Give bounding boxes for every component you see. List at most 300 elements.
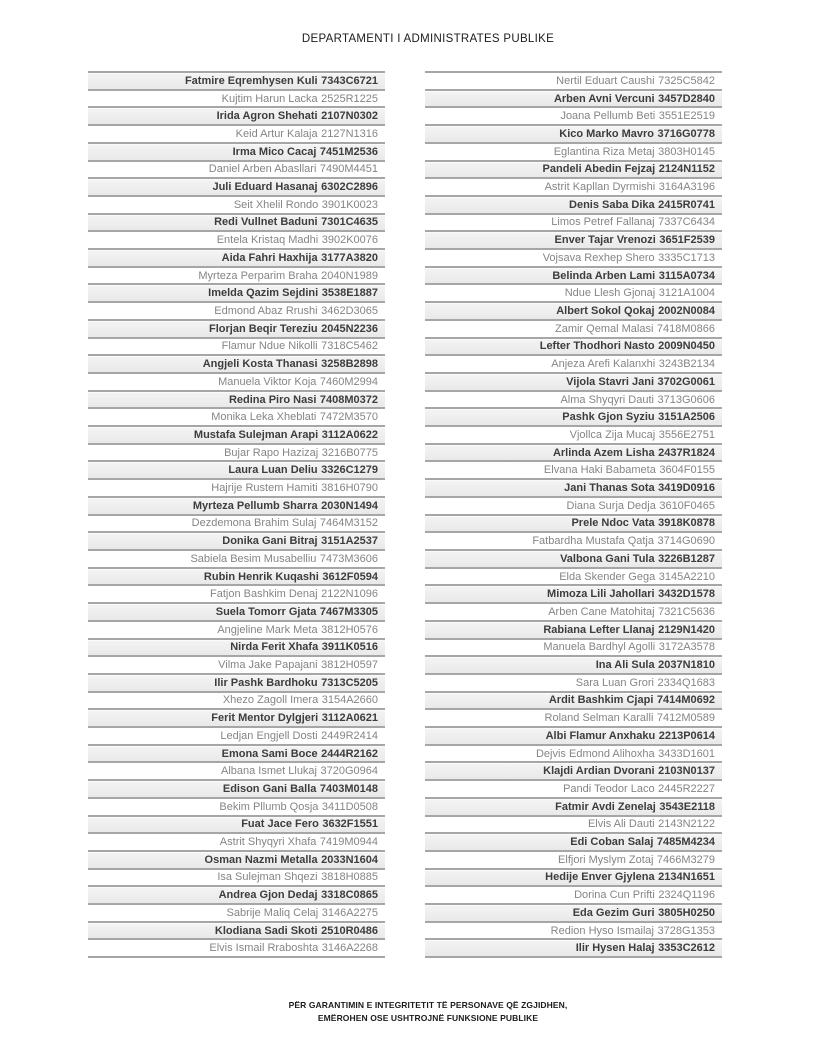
table-row <box>425 177 722 195</box>
person-code: 7466M3279 <box>656 853 715 866</box>
person-code: 3551E2519 <box>658 110 715 123</box>
table-row <box>425 815 722 833</box>
name-list-column-right <box>425 71 722 958</box>
person-code: 3805H0250 <box>658 906 715 919</box>
table-row <box>88 921 385 939</box>
table-row <box>88 655 385 673</box>
table-row <box>88 620 385 638</box>
person-code: 3604F0155 <box>659 464 715 477</box>
person-code: 2122N1096 <box>321 588 378 601</box>
person-code: 3538E1887 <box>321 287 378 300</box>
table-row <box>425 160 722 178</box>
person-name: Irida Agron Shehati <box>216 110 318 123</box>
person-code: 3112A0622 <box>321 428 378 441</box>
person-name: Alma Shyqyri Dauti <box>560 393 654 406</box>
table-row <box>88 337 385 355</box>
person-name: Roland Selman Karalli <box>544 712 654 725</box>
person-code: 2045N2236 <box>321 322 378 335</box>
person-name: Albi Flamur Anxhaku <box>545 729 656 742</box>
table-row <box>88 372 385 390</box>
person-code: 3243B2134 <box>658 358 715 371</box>
table-row <box>88 230 385 248</box>
person-code: 7318C5462 <box>321 340 378 353</box>
table-row <box>425 850 722 868</box>
name-list-column-left <box>88 71 385 958</box>
person-name: Redina Piro Nasi <box>228 393 317 406</box>
person-code: 7418M0866 <box>656 322 715 335</box>
table-row <box>425 390 722 408</box>
person-name: Klajdi Ardian Dvorani <box>543 765 655 778</box>
person-name: Irma Mico Cacaj <box>232 145 317 158</box>
person-name: Fatbardha Mustafa Qatja <box>532 535 654 548</box>
person-name: Angjeline Mark Meta <box>217 623 318 636</box>
person-name: Sabrije Maliq Celaj <box>226 906 319 919</box>
person-name: Edison Gani Balla <box>222 782 317 795</box>
person-name: Fatmir Avdi Zenelaj <box>555 800 656 813</box>
person-code: 7464M3152 <box>319 517 378 530</box>
table-row <box>425 779 722 797</box>
table-row <box>425 443 722 461</box>
person-code: 7490M4451 <box>319 163 378 176</box>
table-row <box>88 514 385 532</box>
table-row <box>88 177 385 195</box>
person-code: 2127N1316 <box>321 127 378 140</box>
person-code: 2143N2122 <box>658 818 715 831</box>
person-code: 7408M0372 <box>319 393 378 406</box>
table-row <box>88 779 385 797</box>
person-code: 3803H0145 <box>658 145 715 158</box>
table-row <box>88 584 385 602</box>
table-row <box>88 673 385 691</box>
person-code: 3610F0465 <box>659 499 715 512</box>
person-code: 3720G0964 <box>320 765 378 778</box>
table-row <box>425 230 722 248</box>
person-code: 3651F2539 <box>659 234 715 247</box>
person-name: Astrit Kapllan Dyrmishi <box>544 181 656 194</box>
person-name: Ardit Bashkim Cjapi <box>548 694 654 707</box>
person-code: 2037N1810 <box>658 659 715 672</box>
person-name: Denis Saba Dika <box>569 198 655 211</box>
person-name: Pashk Gjon Syziu <box>562 411 655 424</box>
person-code: 3702G0061 <box>657 375 715 388</box>
person-name: Osman Nazmi Metalla <box>204 853 318 866</box>
person-name: Kujtim Harun Lacka <box>221 92 318 105</box>
person-name: Diana Surja Dedja <box>566 499 656 512</box>
person-name: Elvis Ismail Rraboshta <box>209 942 319 955</box>
person-name: Entela Kristaq Madhi <box>216 234 319 247</box>
person-code: 3432D1578 <box>658 588 715 601</box>
table-row <box>425 337 722 355</box>
table-row <box>425 195 722 213</box>
person-name: Edi Coban Salaj <box>570 836 654 849</box>
person-name: Arlinda Azem Lisha <box>552 446 655 459</box>
person-name: Isa Sulejman Shqezi <box>217 871 318 884</box>
table-row <box>88 708 385 726</box>
table-row <box>88 301 385 319</box>
table-row <box>425 124 722 142</box>
person-name: Pandeli Abedin Fejzaj <box>542 163 656 176</box>
person-name: Valbona Gani Tula <box>560 552 655 565</box>
table-row <box>425 478 722 496</box>
person-name: Seit Xhelil Rondo <box>233 198 319 211</box>
person-code: 7472M3570 <box>319 411 378 424</box>
person-name: Anjeza Arefi Kalanxhi <box>551 358 656 371</box>
person-code: 3177A3820 <box>321 251 378 264</box>
table-row <box>425 89 722 107</box>
person-name: Joana Pellumb Beti <box>560 110 656 123</box>
person-code: 3612F0594 <box>322 570 378 583</box>
person-code: 7460M2994 <box>319 375 378 388</box>
person-code: 3121A1004 <box>658 287 715 300</box>
person-code: 3258B2898 <box>321 358 378 371</box>
person-name: Vojsava Rexhep Shero <box>542 251 655 264</box>
table-row <box>88 567 385 585</box>
person-name: Laura Luan Deliu <box>228 464 318 477</box>
table-row <box>88 354 385 372</box>
person-name: Ilir Pashk Bardhoku <box>214 676 318 689</box>
person-code: 3812H0576 <box>321 623 378 636</box>
table-row <box>88 531 385 549</box>
table-row <box>88 691 385 709</box>
person-code: 2444R2162 <box>321 747 378 760</box>
person-code: 2134N1651 <box>658 871 715 884</box>
person-name: Rabiana Lefter Llanaj <box>543 623 655 636</box>
person-name: Albana Ismet Llukaj <box>221 765 317 778</box>
person-code: 3816H0790 <box>321 482 378 495</box>
table-row <box>425 885 722 903</box>
person-code: 3457D2840 <box>658 92 715 105</box>
table-row <box>425 691 722 709</box>
table-row <box>88 496 385 514</box>
table-row <box>88 903 385 921</box>
table-row <box>88 638 385 656</box>
table-row <box>88 478 385 496</box>
table-row <box>88 106 385 124</box>
footer-note-line-1: PËR GARANTIMIN E INTEGRITETIT TË PERSONAVE QË ZGJIDHEN, <box>288 1000 568 1010</box>
table-row <box>425 868 722 886</box>
person-code: 3433D1601 <box>658 747 715 760</box>
person-name: Manuela Viktor Koja <box>218 375 317 388</box>
person-name: Imelda Qazim Sejdini <box>208 287 319 300</box>
person-name: Nertil Eduart Caushi <box>556 74 655 87</box>
person-code: 3326C1279 <box>321 464 378 477</box>
person-name: Florjan Beqir Tereziu <box>209 322 318 335</box>
person-code: 3902K0076 <box>321 234 378 247</box>
person-code: 2009N0450 <box>658 340 715 353</box>
person-name: Nirda Ferit Xhafa <box>230 641 319 654</box>
person-code: 7419M0944 <box>319 836 378 849</box>
person-code: 7485M4234 <box>656 836 715 849</box>
table-row <box>88 850 385 868</box>
person-name: Kico Marko Mavro <box>559 127 654 140</box>
table-row <box>425 567 722 585</box>
person-name: Fatmire Eqremhysen Kuli <box>184 74 318 87</box>
table-row <box>88 283 385 301</box>
person-code: 2525R1225 <box>321 92 378 105</box>
table-row <box>425 673 722 691</box>
table-row <box>425 71 722 89</box>
person-code: 3112A0621 <box>321 712 378 725</box>
person-name: Ledjan Engjell Dosti <box>220 729 318 742</box>
table-row <box>88 443 385 461</box>
person-code: 7451M2536 <box>319 145 378 158</box>
person-name: Eda Gezim Guri <box>572 906 655 919</box>
person-code: 2103N0137 <box>658 765 715 778</box>
person-code: 2415R0741 <box>658 198 715 211</box>
table-row <box>425 761 722 779</box>
person-code: 7343C6721 <box>321 74 378 87</box>
person-code: 7337C6434 <box>658 216 715 229</box>
person-name: Eglantina Riza Metaj <box>553 145 655 158</box>
person-name: Angjeli Kosta Thanasi <box>202 358 318 371</box>
person-code: 2334Q1683 <box>657 676 715 689</box>
page-title: DEPARTAMENTI I ADMINISTRATES PUBLIKE <box>301 33 555 45</box>
table-row <box>88 425 385 443</box>
person-code: 3411D0508 <box>321 800 378 813</box>
person-name: Flamur Ndue Nikolli <box>221 340 318 353</box>
person-name: Ilir Hysen Halaj <box>575 942 655 955</box>
person-name: Fuat Jace Fero <box>241 818 319 831</box>
person-name: Dorina Cun Prifti <box>574 889 655 902</box>
person-name: Dejvis Edmond Alihoxha <box>535 747 655 760</box>
person-code: 6302C2896 <box>321 181 378 194</box>
person-name: Hajrije Rustem Hamiti <box>211 482 318 495</box>
person-code: 2040N1989 <box>321 269 378 282</box>
person-name: Elfjori Myslym Zotaj <box>558 853 654 866</box>
person-code: 2107N0302 <box>321 110 378 123</box>
person-name: Elda Skender Gega <box>559 570 656 583</box>
person-code: 3353C2612 <box>658 942 715 955</box>
table-row <box>88 248 385 266</box>
person-name: Sabiela Besim Musabelliu <box>190 552 317 565</box>
person-name: Vjollca Zija Mucaj <box>569 428 656 441</box>
person-name: Mimoza Lili Jahollari <box>547 588 655 601</box>
person-name: Arben Cane Matohitaj <box>548 605 655 618</box>
person-code: 3318C0865 <box>321 889 378 902</box>
person-code: 2510R0486 <box>321 924 378 937</box>
table-row <box>425 460 722 478</box>
table-row <box>425 354 722 372</box>
person-name: Ina Ali Sula <box>595 659 655 672</box>
table-row <box>88 938 385 956</box>
person-name: Albert Sokol Qokaj <box>556 304 655 317</box>
person-code: 3911K0516 <box>321 641 378 654</box>
person-code: 3146A2268 <box>321 942 378 955</box>
person-name: Klodiana Sadi Skoti <box>214 924 318 937</box>
person-code: 3226B1287 <box>658 552 715 565</box>
table-row <box>88 124 385 142</box>
person-name: Ndue Llesh Gjonaj <box>564 287 656 300</box>
table-row <box>88 726 385 744</box>
person-code: 2129N1420 <box>658 623 715 636</box>
person-code: 2002N0084 <box>658 304 715 317</box>
person-name: Elvana Haki Babameta <box>543 464 656 477</box>
person-code: 3713G0606 <box>657 393 715 406</box>
person-code: 7313C5205 <box>321 676 378 689</box>
person-code: 3462D3065 <box>321 304 378 317</box>
person-name: Aida Fahri Haxhija <box>221 251 318 264</box>
person-name: Juli Eduard Hasanaj <box>212 181 318 194</box>
person-code: 2449R2414 <box>321 729 378 742</box>
person-name: Suela Tomorr Gjata <box>215 605 317 618</box>
person-name: Astrit Shyqyri Xhafa <box>219 836 317 849</box>
table-row <box>425 301 722 319</box>
person-name: Bujar Rapo Hazizaj <box>224 446 319 459</box>
table-row <box>425 266 722 284</box>
table-row <box>425 319 722 337</box>
table-row <box>425 407 722 425</box>
person-code: 2437R1824 <box>658 446 715 459</box>
person-code: 3556E2751 <box>658 428 715 441</box>
table-row <box>88 407 385 425</box>
person-name: Sara Luan Grori <box>575 676 654 689</box>
table-row <box>88 160 385 178</box>
person-code: 7325C5842 <box>658 74 715 87</box>
person-name: Myrteza Perparim Braha <box>198 269 318 282</box>
table-row <box>425 797 722 815</box>
table-row <box>88 89 385 107</box>
person-name: Redion Hyso Ismailaj <box>550 924 654 937</box>
person-name: Xhezo Zagoll Imera <box>222 694 319 707</box>
person-code: 3812H0597 <box>321 659 378 672</box>
person-name: Andrea Gjon Dedaj <box>218 889 318 902</box>
footer-note <box>0 999 816 1025</box>
table-row <box>88 71 385 89</box>
table-row <box>88 602 385 620</box>
person-name: Vilma Jake Papajani <box>218 659 318 672</box>
table-row <box>88 744 385 762</box>
table-row <box>425 142 722 160</box>
person-code: 3716G0778 <box>657 127 715 140</box>
table-row <box>88 266 385 284</box>
person-name: Keid Artur Kalaja <box>235 127 318 140</box>
person-code: 2030N1494 <box>321 499 378 512</box>
table-row <box>88 549 385 567</box>
person-code: 3901K0023 <box>321 198 378 211</box>
person-name: Lefter Thodhori Nasto <box>539 340 655 353</box>
table-row <box>425 938 722 956</box>
table-row <box>425 425 722 443</box>
table-row <box>425 638 722 656</box>
person-code: 7414M0692 <box>656 694 715 707</box>
table-row <box>425 726 722 744</box>
table-row <box>88 390 385 408</box>
person-code: 2445R2227 <box>658 782 715 795</box>
person-code: 3419D0916 <box>658 482 715 495</box>
person-name: Myrteza Pellumb Sharra <box>192 499 318 512</box>
table-row <box>88 319 385 337</box>
table-row <box>88 885 385 903</box>
person-name: Hedije Enver Gjylena <box>545 871 655 884</box>
person-code: 3632F1551 <box>322 818 378 831</box>
person-name: Fatjon Bashkim Denaj <box>210 588 318 601</box>
table-row <box>88 761 385 779</box>
person-name: Pandi Teodor Laco <box>563 782 655 795</box>
table-row <box>88 832 385 850</box>
table-row <box>88 195 385 213</box>
table-row <box>425 903 722 921</box>
person-name: Manuela Bardhyl Agolli <box>543 641 656 654</box>
person-code: 3918K0878 <box>658 517 715 530</box>
table-row <box>425 283 722 301</box>
person-code: 2213P0614 <box>658 729 715 742</box>
table-row <box>425 106 722 124</box>
person-code: 3146A2275 <box>321 906 378 919</box>
person-code: 7412M0589 <box>656 712 715 725</box>
person-code: 2033N1604 <box>321 853 378 866</box>
person-name: Enver Tajar Vrenozi <box>554 234 656 247</box>
person-name: Zamir Qemal Malasi <box>554 322 654 335</box>
person-name: Limos Petref Fallanaj <box>551 216 655 229</box>
person-code: 7301C4635 <box>321 216 378 229</box>
table-row <box>88 460 385 478</box>
table-row <box>425 620 722 638</box>
person-name: Monika Leka Xheblati <box>211 411 317 424</box>
person-code: 3543E2118 <box>659 800 715 813</box>
person-name: Bekim Pllumb Qosja <box>219 800 319 813</box>
person-code: 3151A2506 <box>658 411 715 424</box>
person-code: 7467M3305 <box>319 605 378 618</box>
person-name: Rubin Henrik Kuqashi <box>203 570 319 583</box>
table-row <box>425 921 722 939</box>
person-name: Mustafa Sulejman Arapi <box>193 428 319 441</box>
table-row <box>425 531 722 549</box>
table-row <box>88 142 385 160</box>
table-row <box>88 213 385 231</box>
person-code: 3216B0775 <box>321 446 378 459</box>
person-code: 7403M0148 <box>319 782 378 795</box>
person-code: 3172A3578 <box>658 641 715 654</box>
person-code: 3145A2210 <box>658 570 715 583</box>
table-row <box>425 708 722 726</box>
table-row <box>425 213 722 231</box>
person-name: Vijola Stavri Jani <box>566 375 654 388</box>
table-row <box>425 549 722 567</box>
table-row <box>88 868 385 886</box>
table-row <box>425 372 722 390</box>
table-row <box>425 744 722 762</box>
person-code: 2124N1152 <box>658 163 715 176</box>
person-code: 7473M3606 <box>319 552 378 565</box>
footer-note-line-2: EMËROHEN OSE USHTROJNË FUNKSIONE PUBLIKE <box>317 1012 539 1023</box>
table-row <box>88 797 385 815</box>
person-code: 3714G0690 <box>657 535 715 548</box>
table-row <box>425 514 722 532</box>
table-row <box>425 248 722 266</box>
person-name: Jani Thanas Sota <box>564 482 655 495</box>
person-name: Elvis Ali Dauti <box>587 818 655 831</box>
table-row <box>425 832 722 850</box>
table-row <box>88 815 385 833</box>
table-row <box>425 584 722 602</box>
person-code: 3335C1713 <box>658 251 715 264</box>
person-name: Edmond Abaz Rrushi <box>214 304 318 317</box>
person-name: Daniel Arben Abasllari <box>208 163 317 176</box>
person-name: Belinda Arben Lami <box>552 269 656 282</box>
person-name: Redi Vullnet Baduni <box>214 216 318 229</box>
person-code: 3728G1353 <box>657 924 715 937</box>
person-code: 3154A2660 <box>321 694 378 707</box>
person-name: Emona Sami Boce <box>221 747 318 760</box>
person-name: Prele Ndoc Vata <box>571 517 655 530</box>
person-name: Arben Avni Vercuni <box>553 92 655 105</box>
table-row <box>425 602 722 620</box>
person-code: 3818H0885 <box>321 871 378 884</box>
person-name: Dezdemona Brahim Sulaj <box>191 517 317 530</box>
person-code: 3151A2537 <box>321 535 378 548</box>
table-row <box>425 496 722 514</box>
person-code: 2324Q1196 <box>658 889 715 902</box>
